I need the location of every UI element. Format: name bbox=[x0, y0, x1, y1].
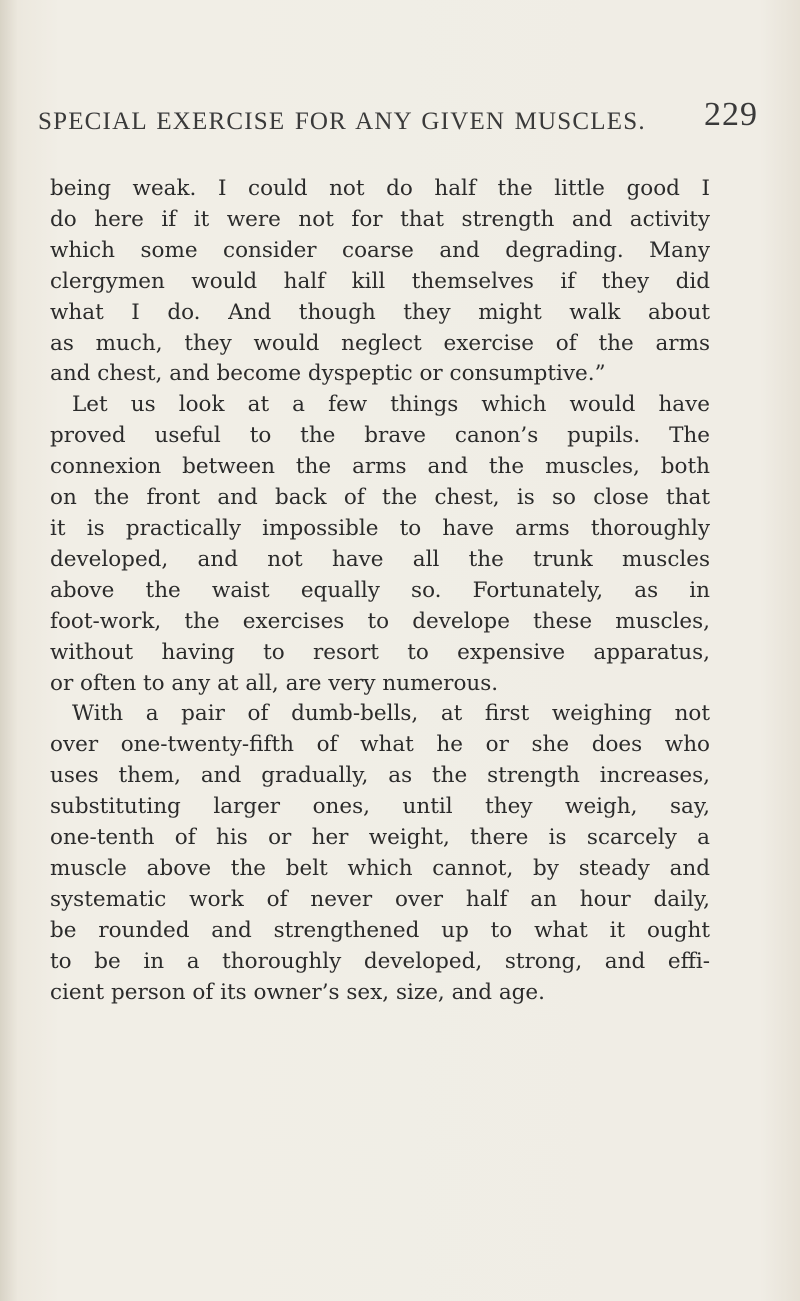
text-line: muscle above the belt which cannot, by steady and bbox=[50, 855, 710, 881]
page-header bbox=[38, 94, 758, 150]
text-line: without having to resort to expensive apparatus, bbox=[50, 639, 710, 665]
text-line: foot-work, the exercises to develope these muscles, bbox=[50, 608, 710, 634]
text-line: substituting larger ones, until they weigh, say, bbox=[50, 794, 710, 820]
text-line: systematic work of never over half an hour daily, bbox=[50, 886, 710, 912]
text-line: one-tenth of his or her weight, there is scarcely a bbox=[50, 825, 710, 851]
text-line: what I do. And though they might walk about bbox=[50, 299, 710, 325]
text-line: With a pair of dumb-bells, at first weighing not bbox=[72, 701, 710, 727]
text-line: over one-twenty-fifth of what he or she does who bbox=[50, 732, 710, 758]
text-line: or often to any at all, are very numerous. bbox=[50, 670, 499, 696]
text-line: being weak. I could not do half the little good I bbox=[50, 176, 710, 201]
text-line: developed, and not have all the trunk muscles bbox=[50, 546, 710, 572]
body-text bbox=[50, 174, 710, 1008]
text-line: clergymen would half kill themselves if they did bbox=[50, 268, 710, 294]
text-line: uses them, and gradually, as the strength increases, bbox=[50, 763, 710, 789]
text-line: do here if it were not for that strength and activity bbox=[50, 206, 710, 232]
text-line: above the waist equally so. Fortunately, as in bbox=[50, 577, 710, 603]
text-line: to be in a thoroughly developed, strong, and effi- bbox=[50, 948, 710, 974]
text-line: and chest, and become dyspeptic or consumptive.” bbox=[50, 361, 606, 387]
text-line: it is practically impossible to have arms thoroughly bbox=[50, 515, 710, 541]
text-line: which some consider coarse and degrading. Many bbox=[50, 237, 710, 263]
text-line: connexion between the arms and the muscles, both bbox=[50, 454, 710, 480]
text-line: proved useful to the brave canon’s pupils. The bbox=[50, 423, 710, 449]
text-line: Let us look at a few things which would have bbox=[72, 392, 710, 418]
text-line: as much, they would neglect exercise of the arms bbox=[50, 330, 710, 356]
text-line: cient person of its owner’s sex, size, and age. bbox=[50, 979, 545, 1005]
running-head: SPECIAL EXERCISE FOR ANY GIVEN MUSCLES. bbox=[38, 108, 646, 135]
page-number: 229 bbox=[704, 96, 758, 133]
text-line: be rounded and strengthened up to what it ought bbox=[50, 917, 710, 943]
text-line: on the front and back of the chest, is so close that bbox=[50, 485, 710, 511]
